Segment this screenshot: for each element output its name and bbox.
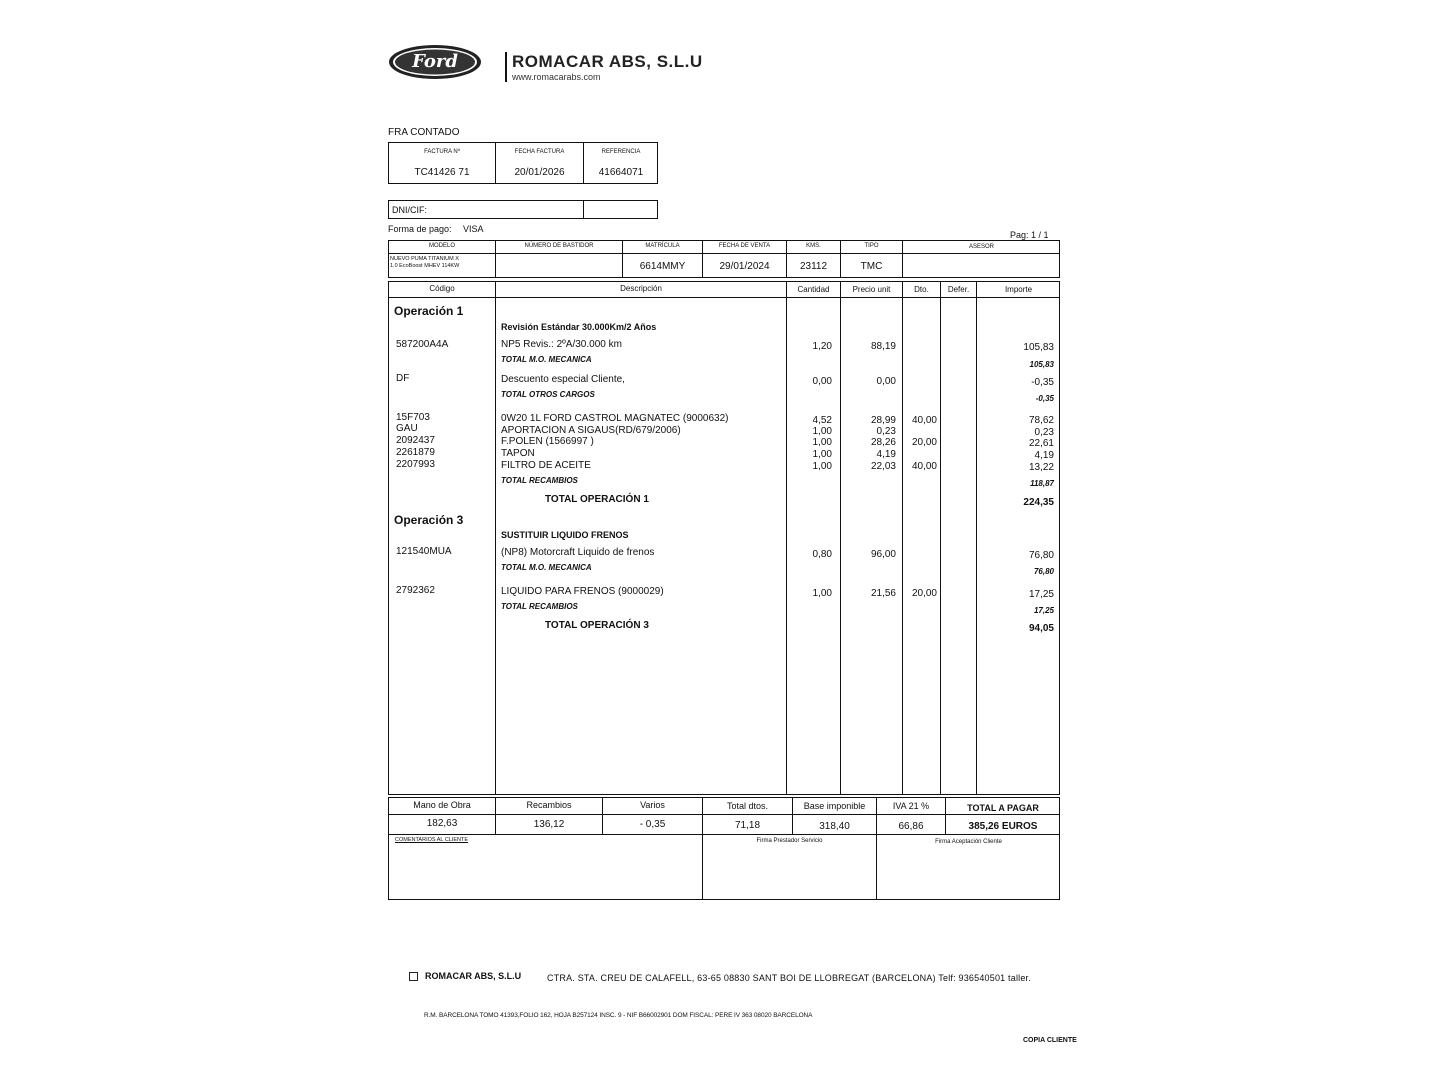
operation-total-label: TOTAL OPERACIÓN 1: [545, 494, 649, 505]
col-discount: Dto.: [914, 285, 929, 294]
part-unit-price: 28,26: [870, 437, 896, 448]
line-code: DF: [396, 373, 410, 384]
line-amount: 76,80: [1028, 550, 1054, 561]
operation-total-value: 224,35: [1023, 497, 1054, 508]
various-value: - 0,35: [639, 819, 666, 830]
subtotal-label: TOTAL M.O. MECANICA: [501, 355, 592, 364]
divider: [786, 281, 787, 795]
line-quantity: 1,20: [812, 341, 832, 352]
part-description: FILTRO DE ACEITE: [501, 460, 591, 471]
subtotal-value: 17,25: [1033, 606, 1054, 615]
company-website: www.romacarabs.com: [512, 72, 601, 82]
operation3-title: Operación 3: [394, 513, 464, 527]
subtotal-label: TOTAL RECAMBIOS: [501, 602, 578, 611]
vat-label: IVA 21 %: [892, 801, 930, 811]
part-quantity: 1,00: [812, 449, 832, 460]
advisor-header: ASESOR: [968, 244, 994, 250]
total-due-label: TOTAL A PAGAR: [967, 803, 1039, 813]
model-line1: NUEVO PUMA TITANIUM X: [390, 256, 459, 262]
invoice-reference: 41664071: [598, 167, 644, 178]
operation3-subtitle: SUSTITUIR LIQUIDO FRENOS: [501, 530, 629, 540]
part-description: 0W20 1L FORD CASTROL MAGNATEC (9000632): [501, 413, 729, 424]
model-line2: 1.0 EcoBoost MHEV 114KW: [390, 263, 460, 269]
dni-divider: [583, 201, 584, 218]
lines-table: [388, 281, 1060, 795]
line-amount: 17,25: [1028, 589, 1054, 600]
logo-text: Ford: [412, 51, 458, 72]
part-quantity: 4,52: [812, 415, 832, 426]
divider: [902, 281, 903, 795]
part-unit-price: 28,99: [870, 415, 896, 426]
parts-value: 136,12: [533, 819, 565, 830]
part-code: 2092437: [396, 435, 435, 446]
part-code: 15F703: [396, 412, 430, 423]
col-deferred: Defer.: [947, 285, 970, 294]
client-signature-label: Firma Aceptación Cliente: [935, 839, 1002, 845]
invoice-reference-label: REFERENCIA: [601, 149, 641, 155]
operation-total-label: TOTAL OPERACIÓN 3: [545, 620, 649, 631]
plate-header: MATRÍCULA: [645, 243, 680, 249]
part-quantity: 1,00: [812, 461, 832, 472]
vehicle-kms: 23112: [799, 261, 828, 272]
part-discount: 40,00: [911, 461, 937, 472]
taxable-base-label: Base imponible: [803, 801, 866, 811]
subtotal-label: TOTAL RECAMBIOS: [501, 476, 578, 485]
ford-logo: [388, 44, 482, 80]
parts-label: Recambios: [526, 800, 572, 810]
part-amount: 78,62: [1028, 415, 1054, 426]
dni-box: [388, 200, 658, 219]
part-description: F.POLEN (1566997 ): [501, 436, 594, 447]
sale-date-header: FECHA DE VENTA: [718, 243, 771, 249]
copy-label: COPIA CLIENTE: [1023, 1037, 1077, 1044]
line-discount: 20,00: [911, 588, 937, 599]
subtotal-value: 118,87: [1030, 479, 1054, 488]
company-name: ROMACAR ABS, S.L.U: [512, 52, 703, 71]
line-amount: -0,35: [1031, 377, 1054, 388]
vehicle-plate: 6614MMY: [639, 261, 686, 272]
payment-value: VISA: [463, 224, 484, 234]
col-code: Código: [429, 284, 455, 293]
footer-square-icon: [409, 972, 418, 981]
subtotal-value: 76,80: [1033, 567, 1054, 576]
col-unit-price: Precio unit: [852, 285, 891, 294]
line-unit-price: 88,19: [870, 341, 896, 352]
vehicle-model: [390, 256, 459, 270]
line-quantity: 0,80: [812, 549, 832, 560]
part-code: 2261879: [396, 447, 435, 458]
model-header: MODELO: [428, 243, 455, 249]
part-amount: 4,19: [1034, 450, 1054, 461]
labor-value: 182,63: [426, 818, 458, 829]
subtotal-label: TOTAL M.O. MECANICA: [501, 563, 592, 572]
part-quantity: 1,00: [812, 437, 832, 448]
part-description: APORTACION A SIGAUS(RD/679/2006): [501, 425, 681, 436]
line-code: 121540MUA: [396, 546, 452, 557]
subtotal-value: 105,83: [1029, 360, 1054, 369]
subtotal-value: -0,35: [1035, 394, 1054, 403]
labor-label: Mano de Obra: [413, 800, 471, 810]
line-unit-price: 0,00: [876, 376, 896, 387]
part-unit-price: 4,19: [876, 449, 896, 460]
divider: [388, 253, 1060, 254]
brand-separator: [505, 52, 507, 82]
divider: [940, 281, 941, 795]
col-amount: Importe: [1004, 285, 1033, 294]
part-unit-price: 0,23: [876, 426, 896, 437]
invoice-number: TC41426 71: [414, 167, 470, 178]
subtotal-label: TOTAL OTROS CARGOS: [501, 390, 595, 399]
line-unit-price: 96,00: [870, 549, 896, 560]
col-description: Descripción: [620, 284, 662, 293]
line-unit-price: 21,56: [870, 588, 896, 599]
part-amount: 13,22: [1028, 462, 1054, 473]
part-code: 2207993: [396, 459, 435, 470]
type-header: TIPO: [864, 243, 879, 249]
divider: [388, 814, 1060, 815]
operation1-title: Operación 1: [394, 304, 464, 318]
part-code: GAU: [396, 423, 418, 434]
col-quantity: Cantidad: [797, 285, 830, 294]
part-amount: 22,61: [1028, 438, 1054, 449]
line-description: LIQUIDO PARA FRENOS (9000029): [501, 586, 664, 597]
footer-registry: R.M. BARCELONA TOMO 41393,FOLIO 162, HOJA B257124 INSC. 9 - NIF B66002901 DOM FISCAL: PERE IV 363 08020 BARCELONA: [424, 1012, 813, 1019]
various-label: Varios: [640, 800, 665, 810]
line-description: (NP8) Motorcraft Liquido de frenos: [501, 547, 655, 558]
line-description: Descuento especial Cliente,: [501, 374, 625, 385]
page-number: Pag: 1 / 1: [1010, 230, 1049, 240]
divider: [840, 281, 841, 795]
divider: [388, 297, 1060, 298]
dni-label: DNI/CIF:: [392, 205, 427, 215]
provider-signature-label: Firma Prestador Servicio: [756, 838, 823, 844]
line-code: 587200A4A: [396, 339, 449, 350]
part-description: TAPON: [501, 448, 535, 459]
kms-header: KMS.: [806, 243, 821, 249]
vehicle-type: TMC: [860, 261, 883, 272]
line-quantity: 1,00: [812, 588, 832, 599]
line-code: 2792362: [396, 585, 435, 596]
invoice-number-label: FACTURA Nº: [424, 149, 460, 155]
vehicle-sale-date: 29/01/2024: [719, 261, 770, 272]
vin-header: NÚMERO DE BASTIDOR: [524, 243, 594, 249]
part-unit-price: 22,03: [870, 461, 896, 472]
part-quantity: 1,00: [812, 426, 832, 437]
line-description: NP5 Revis.: 2ºA/30.000 km: [501, 339, 622, 350]
line-amount: 105,83: [1023, 342, 1054, 353]
discounts-value: 71,18: [734, 820, 761, 831]
invoice-date: 20/01/2026: [514, 167, 565, 178]
total-due-value: 385,26 EUROS: [968, 821, 1038, 832]
vat-value: 66,86: [898, 821, 924, 832]
invoice-type: FRA CONTADO: [388, 127, 460, 138]
footer-address: CTRA. STA. CREU DE CALAFELL, 63-65 08830 SANT BOI DE LLOBREGAT (BARCELONA) Telf: 936540501 taller.: [547, 973, 1031, 983]
part-amount: 0,23: [1034, 427, 1054, 438]
divider: [976, 281, 977, 795]
payment-label: Forma de pago:: [388, 224, 452, 234]
part-discount: 20,00: [911, 437, 937, 448]
discounts-label: Total dtos.: [726, 801, 769, 811]
taxable-base-value: 318,40: [819, 821, 850, 832]
part-discount: 40,00: [911, 415, 937, 426]
operation1-subtitle: Revisión Estándar 30.000Km/2 Años: [501, 322, 657, 332]
line-quantity: 0,00: [812, 376, 832, 387]
footer-company: ROMACAR ABS, S.L.U: [425, 971, 522, 981]
operation-total-value: 94,05: [1028, 623, 1054, 634]
invoice-date-label: FECHA FACTURA: [514, 149, 565, 155]
divider: [495, 281, 496, 795]
client-comments-label: COMENTARIOS AL CLIENTE: [395, 837, 469, 843]
